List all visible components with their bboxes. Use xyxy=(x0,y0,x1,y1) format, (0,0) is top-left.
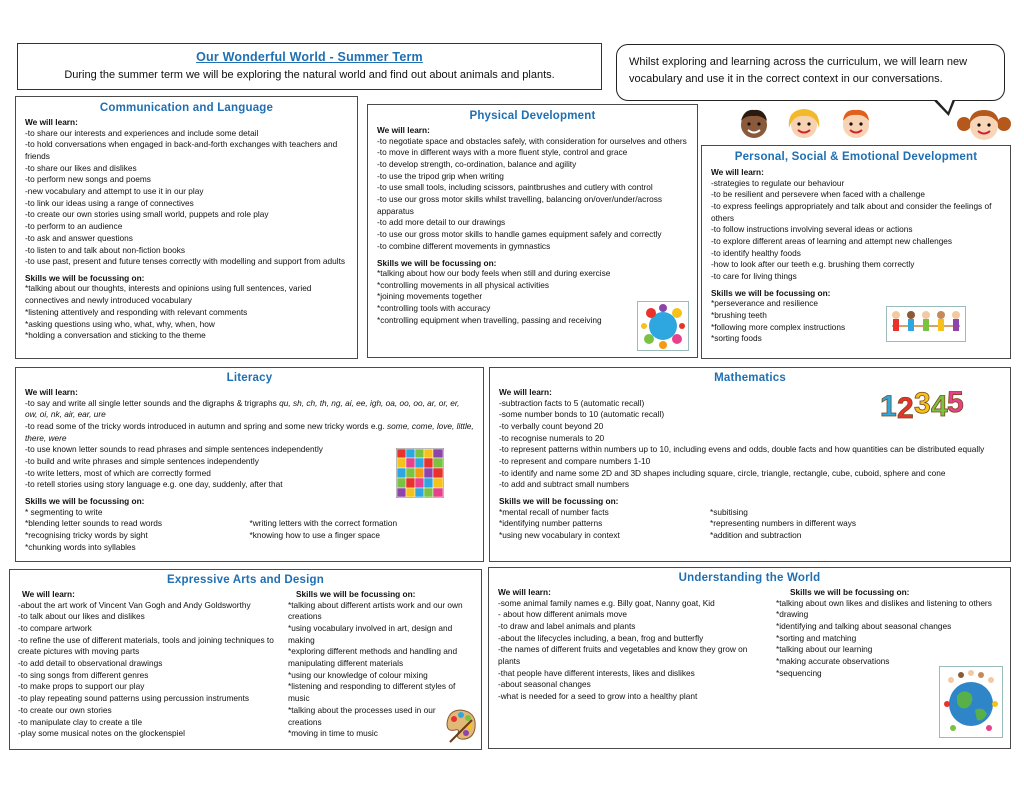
list-item: -about seasonal changes xyxy=(498,679,591,690)
page-title: Our Wonderful World - Summer Term xyxy=(196,50,423,64)
boy-face-icon xyxy=(736,106,772,140)
list-item: -the names of different fruits and vegetables and know they grow on plants xyxy=(498,644,748,667)
section-title: Mathematics xyxy=(714,372,786,384)
list-item: *exploring different methods and handling and manipulating different materials xyxy=(288,646,458,669)
list-item: -to use our gross motor skills whilst travelling, balancing on/over/under/across apparatus xyxy=(377,194,662,216)
list-item: *following more complex instructions xyxy=(711,321,846,332)
section-title: Expressive Arts and Design xyxy=(167,574,324,586)
learn-label: We will learn: xyxy=(22,589,75,599)
list-item: -to hold conversations when engaged in back-and-forth exchanges with teachers and friends xyxy=(25,139,338,161)
list-item: -to create our own stories xyxy=(18,704,112,715)
list-item: -to refine the use of different materials, tools and joining techniques to create pictures with moving parts xyxy=(18,634,274,657)
skills-columns xyxy=(499,507,1001,542)
list-item: *perseverance and resilience xyxy=(711,298,819,309)
ead-columns xyxy=(18,589,473,740)
list-item: *sorting and matching xyxy=(776,632,857,643)
list-item: -to link our ideas using a range of connectives xyxy=(25,197,194,208)
title-box xyxy=(17,43,602,90)
list-item: -to develop strength, co-ordination, balance and agility xyxy=(377,158,577,169)
list-item: -to manipulate clay to create a tile xyxy=(18,716,143,727)
list-item xyxy=(25,398,474,421)
learn-label: We will learn: xyxy=(25,387,78,397)
literacy-section xyxy=(15,367,484,562)
section-title: Literacy xyxy=(226,372,273,384)
list-item: -to listen to and talk about non-fiction books xyxy=(25,244,186,255)
list-item: *identifying number patterns xyxy=(499,518,603,529)
skills-left xyxy=(25,507,250,554)
list-item: -to add more detail to our drawings xyxy=(377,217,506,228)
list-item: *talking about our thoughts, interests and opinions using full sentences, varied connectives and newly introduced vocabulary xyxy=(25,283,312,306)
list-item: * segmenting to write xyxy=(25,506,103,517)
skills-label: Skills we will be focussing on: xyxy=(25,496,145,507)
paint-palette-icon xyxy=(444,706,478,744)
list-item: -to represent patterns within numbers up to 10, including evens and odds, double facts and how quantities can be distributed equally xyxy=(499,444,985,455)
physical-development-section xyxy=(367,104,698,358)
list-item: *talking about different artists work and our own creations xyxy=(288,599,463,622)
list-item: *brushing teeth xyxy=(711,310,767,321)
section-title: Communication and Language xyxy=(99,102,274,114)
list-item: -to explore different areas of learning and attempt new challenges xyxy=(711,236,953,247)
list-item: -play some musical notes on the glockenspiel xyxy=(18,728,185,739)
list-item: -subtraction facts to 5 (automatic recall) xyxy=(499,397,645,408)
list-item: -to be resilient and persevere when faced with a challenge xyxy=(711,189,926,200)
list-item: -that people have different interests, likes and dislikes xyxy=(498,667,695,678)
expressive-arts-design-section xyxy=(9,569,482,750)
list-item: - about how different animals move xyxy=(498,609,627,620)
skills-label: Skills we will be focussing on: xyxy=(499,496,619,507)
skills-right xyxy=(710,507,1001,542)
personal-social-emotional-section xyxy=(701,145,1011,359)
list-item: *representing numbers in different ways xyxy=(710,518,857,529)
learn-list xyxy=(498,598,770,703)
learn-label: We will learn: xyxy=(377,125,430,135)
list-item: *talking about our learning xyxy=(776,644,873,655)
list-item: *controlling movements in all physical activities xyxy=(377,279,550,290)
list-item: -to perform new songs and poems xyxy=(25,174,151,185)
understanding-world-section xyxy=(488,567,1011,749)
list-item: *using new vocabulary in context xyxy=(499,530,620,541)
list-item: -to use small tools, including scissors, paintbrushes and cutlery with control xyxy=(377,182,653,193)
mathematics-section xyxy=(489,367,1011,562)
skills-list xyxy=(288,600,470,740)
list-item: -to share our likes and dislikes xyxy=(25,162,137,173)
list-item: *using vocabulary involved in art, design and making xyxy=(288,622,453,645)
learn-label: We will learn: xyxy=(25,117,78,127)
list-item: -to care for living things xyxy=(711,271,797,282)
list-item: *controlling equipment when travelling, passing and receiving xyxy=(377,314,602,325)
speech-bubble-text: Whilst exploring and learning across the curriculum, we will learn new vocabulary and use it in the correct context in our conversations. xyxy=(629,56,968,85)
colorful-numbers-icon xyxy=(878,380,964,424)
list-item: -to combine different movements in gymnastics xyxy=(377,240,551,251)
list-item: *blending letter sounds to read words xyxy=(25,518,162,529)
list-item: *writing letters with the correct formation xyxy=(249,518,398,529)
list-item: *listening attentively and responding with relevant comments xyxy=(25,306,248,317)
list-item: *talking about own likes and dislikes and listening to others xyxy=(776,597,992,608)
list-item: -new vocabulary and attempt to use it in our play xyxy=(25,186,204,197)
list-item: *addition and subtraction xyxy=(710,530,802,541)
section-title: Understanding the World xyxy=(678,572,821,584)
skills-right xyxy=(250,507,475,554)
list-item: *listening and responding to different styles of music xyxy=(288,681,456,704)
list-item: -about the art work of Vincent Van Gogh and Andy Goldsworthy xyxy=(18,599,251,610)
section-title: Personal, Social & Emotional Development xyxy=(734,151,978,163)
list-item: -to recognise numerals to 20 xyxy=(499,432,605,443)
list-item: -to build and write phrases and simple sentences independently xyxy=(25,456,259,467)
list-item: -to draw and label animals and plants xyxy=(498,620,636,631)
list-item: *controlling tools with accuracy xyxy=(377,303,491,314)
section-title: Physical Development xyxy=(469,110,596,122)
learn-list xyxy=(377,136,688,253)
paint-splash-handprint-icon xyxy=(637,301,689,351)
list-item: *chunking words into syllables xyxy=(25,541,136,552)
skills-list xyxy=(25,283,348,342)
list-item: *talking about the processes used in our creations xyxy=(288,704,436,727)
communication-language-section xyxy=(15,96,358,359)
utw-learn-column xyxy=(498,587,770,703)
skills-label: Skills we will be focussing on: xyxy=(25,272,145,283)
list-item: *asking questions using who, what, why, when, how xyxy=(25,318,215,329)
list-item: -to identify healthy foods xyxy=(711,247,801,258)
skills-label: Skills we will be focussing on: xyxy=(377,257,497,268)
learn-list xyxy=(25,128,348,268)
list-item: -to perform to an audience xyxy=(25,221,123,232)
list-item: *mental recall of number facts xyxy=(499,506,609,517)
page-subtitle: During the summer term we will be exploring the natural world and find out about animals and plants. xyxy=(64,69,555,81)
list-item: -to create our own stories using small world, puppets and role play xyxy=(25,209,269,220)
list-item: -to move in different ways with a more fluent style, control and grace xyxy=(377,147,628,158)
digraphs-list: qu, sh, ch, th, ng, ai, ee, igh, oa, oo, oo, ar, or, er, ow, oi, nk, air, ear, ure xyxy=(25,397,460,420)
learn-list xyxy=(18,600,280,740)
list-item: *identifying and talking about seasonal changes xyxy=(776,620,952,631)
list-item: -strategies to regulate our behaviour xyxy=(711,177,845,188)
list-item: -to identify and name some 2D and 3D shapes including square, circle, triangle, rectangle, cube, cuboid, sphere and cone xyxy=(499,467,946,478)
list-item: -to make props to support our play xyxy=(18,681,145,692)
list-item: *subitising xyxy=(710,506,748,517)
svg-text:5: 5 xyxy=(947,386,964,419)
list-item: -to sing songs from different genres xyxy=(18,669,149,680)
svg-text:1: 1 xyxy=(880,390,897,423)
list-item: -to use our gross motor skills to handle games equipment safely and correctly xyxy=(377,229,662,240)
list-item: *recognising tricky words by sight xyxy=(25,530,148,541)
list-item-text: -to read some of the tricky words introduced in autumn and spring and some new tricky words e.g. xyxy=(25,420,388,431)
list-item: -to add detail to observational drawings xyxy=(18,658,163,669)
learn-label: We will learn: xyxy=(499,387,552,397)
list-item: *moving in time to music xyxy=(288,728,378,739)
svg-text:3: 3 xyxy=(914,387,931,420)
svg-text:4: 4 xyxy=(931,390,948,423)
skills-label: Skills we will be focussing on: xyxy=(790,587,910,597)
list-item: -about the lifecycles including, a bean, frog and butterfly xyxy=(498,632,704,643)
speech-bubble xyxy=(616,44,1005,101)
list-item: -to express feelings appropriately and talk about and consider the feelings of others xyxy=(711,200,992,223)
list-item: -to use known letter sounds to read phrases and simple sentences independently xyxy=(25,444,323,455)
list-item: -to play repeating sound patterns using percussion instruments xyxy=(18,693,250,704)
list-item: -to negotiate space and obstacles safely, with consideration for ourselves and others xyxy=(377,135,687,146)
list-item-text: -to say and write all single letter sounds and the digraphs & trigraphs xyxy=(25,397,280,408)
ead-learn-column xyxy=(18,589,280,740)
list-item: -some animal family names e.g. Billy goat, Nanny goat, Kid xyxy=(498,597,715,608)
utw-columns xyxy=(498,587,1001,703)
learn-list xyxy=(711,178,1001,283)
list-item: -to share our interests and experiences and include some detail xyxy=(25,127,259,138)
list-item: *using our knowledge of colour mixing xyxy=(288,669,428,680)
list-item: *making accurate observations xyxy=(776,656,890,667)
alphabet-grid-icon xyxy=(396,448,444,498)
learn-label: We will learn: xyxy=(498,587,551,597)
list-item: *drawing xyxy=(776,609,809,620)
list-item: *sorting foods xyxy=(711,333,762,344)
skills-columns xyxy=(25,507,474,554)
list-item: -to use past, present and future tenses correctly with modelling and support from adults xyxy=(25,256,346,267)
ead-skills-column xyxy=(280,589,470,740)
list-item: *holding a conversation and sticking to the theme xyxy=(25,330,206,341)
list-item: -to compare artwork xyxy=(18,622,92,633)
children-holding-hands-icon xyxy=(886,306,966,342)
list-item: -to verbally count beyond 20 xyxy=(499,420,604,431)
tricky-words-list: some, come, love, little, there, were xyxy=(25,420,474,443)
girl-face-icon xyxy=(785,104,823,140)
globe-children-icon xyxy=(939,666,1003,738)
list-item: -to follow instructions involving several ideas or actions xyxy=(711,224,913,235)
list-item: -how to look after our teeth e.g. brushing them correctly xyxy=(711,259,915,270)
list-item: *sequencing xyxy=(776,667,822,678)
svg-text:2: 2 xyxy=(897,392,914,424)
list-item: -to add and subtract small numbers xyxy=(499,479,630,490)
skills-label: Skills we will be focussing on: xyxy=(296,589,416,599)
list-item: -to ask and answer questions xyxy=(25,232,133,243)
list-item: -to use the tripod grip when writing xyxy=(377,170,504,181)
skills-label: Skills we will be focussing on: xyxy=(711,287,831,298)
list-item: *talking about how our body feels when still and during exercise xyxy=(377,268,611,279)
learn-label: We will learn: xyxy=(711,167,764,177)
list-item: *joining movements together xyxy=(377,291,483,302)
list-item: -to retell stories using story language e.g. one day, suddenly, after that xyxy=(25,479,283,490)
list-item: -to represent and compare numbers 1-10 xyxy=(499,456,651,467)
list-item: -what is needed for a seed to grow into a healthy plant xyxy=(498,691,698,702)
redhead-boy-face-icon xyxy=(838,106,874,140)
list-item: -to write letters, most of which are correctly formed xyxy=(25,467,211,478)
list-item: *knowing how to use a finger space xyxy=(249,530,381,541)
list-item: -some number bonds to 10 (automatic recall) xyxy=(499,409,665,420)
list-item: -to talk about our likes and dislikes xyxy=(18,611,145,622)
girl-pigtails-face-icon xyxy=(956,104,1012,142)
list-item xyxy=(25,421,474,444)
